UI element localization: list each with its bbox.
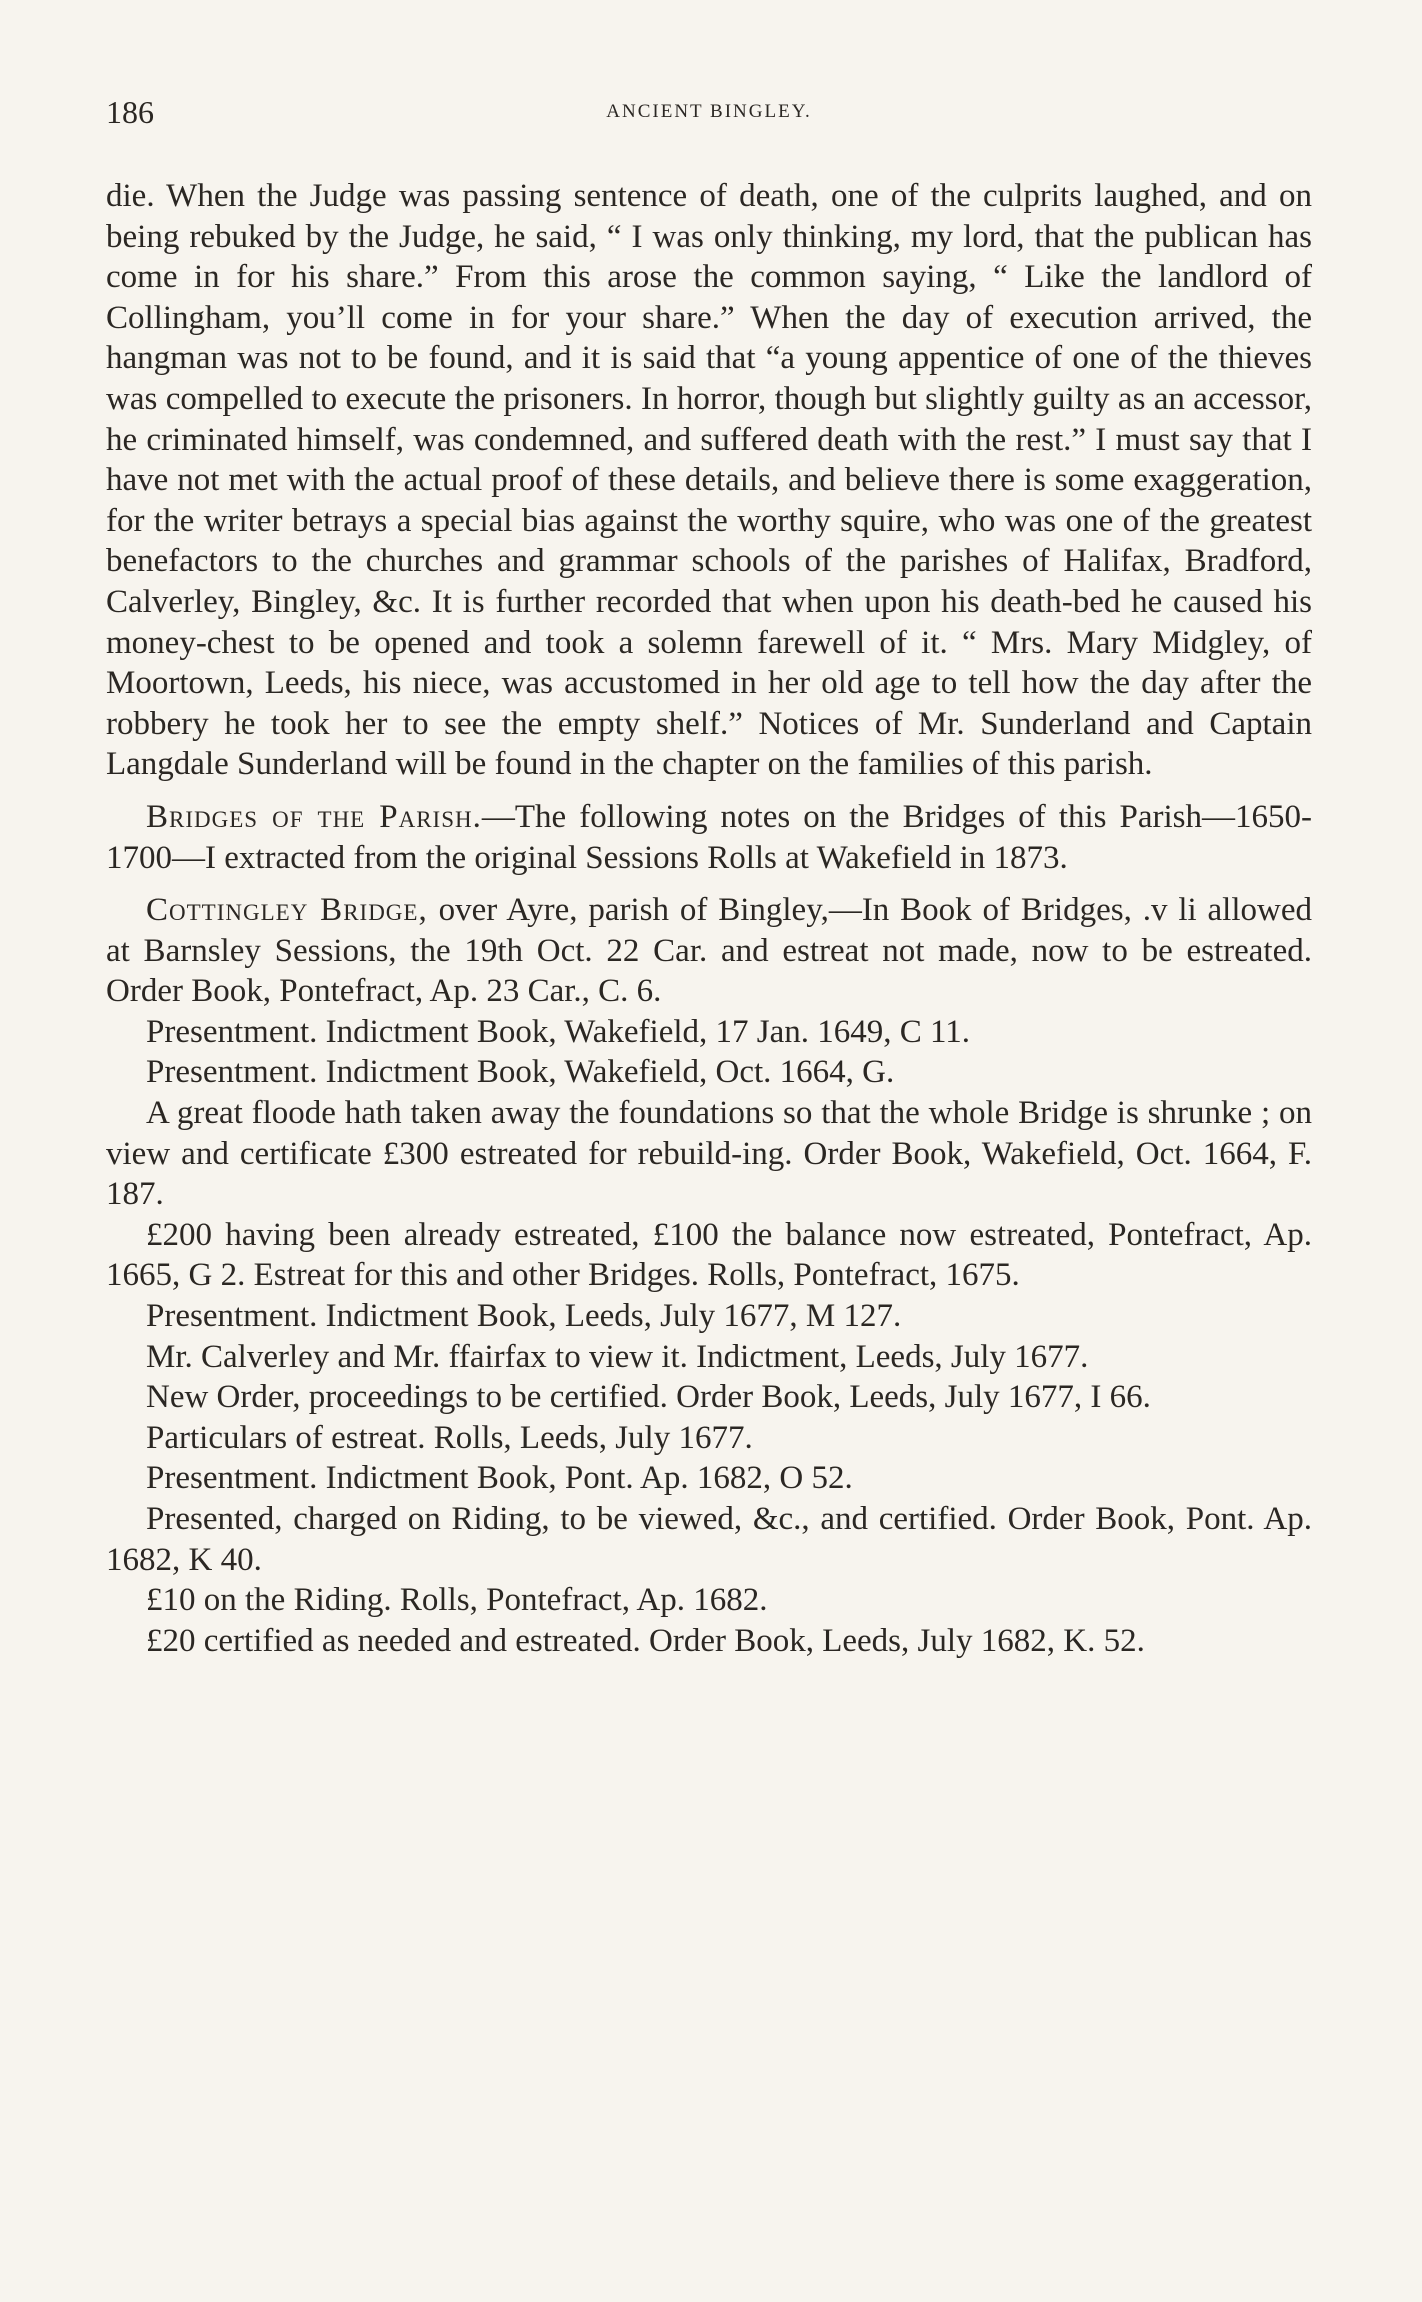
record-entry: Presentment. Indictment Book, Leeds, July 1677, M 127. [146,1298,902,1335]
record-entry: Particulars of estreat. Rolls, Leeds, July 1677. [146,1419,753,1456]
record-entry: £10 on the Riding. Rolls, Pontefract, Ap. 1682. [146,1582,768,1619]
book-page [106,92,1312,1661]
paragraph-continuation: die. When the Judge was passing sentence of death, one of the culprits laughed, and on being rebuked by the Judge, he said, “ I was only thinking, my lord, that the publican has come in for his share.” From this arose the common saying, “ Like the landlord of Collingham, you’ll come in for your share.” When the day of execution arrived, the hangman was not to be found, and it is said that “a young appentice of one of the thieves was compelled to execute the prisoners. In horror, though but slightly guilty as an accessor, he criminated himself, was condemned, and suffered death with the rest.” I must say that I have not met with the actual proof of these details, and believe there is some exaggeration, for the writer betrays a special bias against the worthy squire, who was one of the greatest benefactors to the churches and grammar schools of the parishes of Halifax, Bradford, Calverley, Bingley, &c. It is further recorded that when upon his death-bed he caused his money-chest to be opened and took a solemn farewell of it. “ Mrs. Mary Midgley, of Moortown, Leeds, his niece, was accustomed in her old age to tell how the day after the robbery he took her to see the empty shelf.” Notices of Mr. Sunderland and Captain Langdale Sunderland will be found in the chapter on the families of this parish. [106,178,1312,783]
record-entry: New Order, proceedings to be certified. Order Book, Leeds, July 1677, I 66. [146,1379,1151,1416]
page-number: 186 [106,94,154,130]
page-header [106,92,1312,132]
record-entry: £200 having been already estreated, £100 the balance now estreated, Pontefract, Ap. 1665, G 2. Estreat for this and other Bridges. Rolls, Pontefract, 1675. [106,1216,1312,1294]
page-body [106,176,1312,1661]
paragraph-cottingley-bridge [106,890,1312,1012]
running-head: ANCIENT BINGLEY. [606,101,812,122]
paragraph-bridges-of-the-parish [106,797,1312,878]
cottingley-intro-text: over Ayre, parish of Bingley,—In Book of Bridges, .v li allowed at Barnsley Sessions, the 19th Oct. 22 Car. and estreat not made, now to be estreated. Order Book, Pontefract, Ap. 23 Car., C. 6. [106,892,1312,1010]
bridges-intro-text: —The following notes on the Bridges of this Parish—1650-1700—I extracted from the original Sessions Rolls at Wakefield in 1873. [106,798,1312,876]
record-entry: Mr. Calverley and Mr. ffairfax to view it. Indictment, Leeds, July 1677. [146,1338,1089,1375]
record-entry: Presentment. Indictment Book, Pont. Ap. 1682, O 52. [146,1460,853,1497]
record-entry: A great floode hath taken away the foundations so that the whole Bridge is shrunke ; on view and certificate £300 estreated for rebuild-ing. Order Book, Wakefield, Oct. 1664, F. 187. [106,1095,1312,1213]
record-entry: Presentment. Indictment Book, Wakefield, Oct. 1664, G. [146,1054,895,1091]
section-heading-bridges: Bridges of the Parish. [146,798,482,835]
record-entry: Presented, charged on Riding, to be viewed, &c., and certified. Order Book, Pont. Ap. 1682, K 40. [106,1501,1312,1578]
record-entry: £20 certified as needed and estreated. Order Book, Leeds, July 1682, K. 52. [146,1622,1145,1659]
record-entry: Presentment. Indictment Book, Wakefield, 17 Jan. 1649, C 11. [146,1013,971,1050]
section-heading-cottingley: Cottingley Bridge, [146,892,428,929]
